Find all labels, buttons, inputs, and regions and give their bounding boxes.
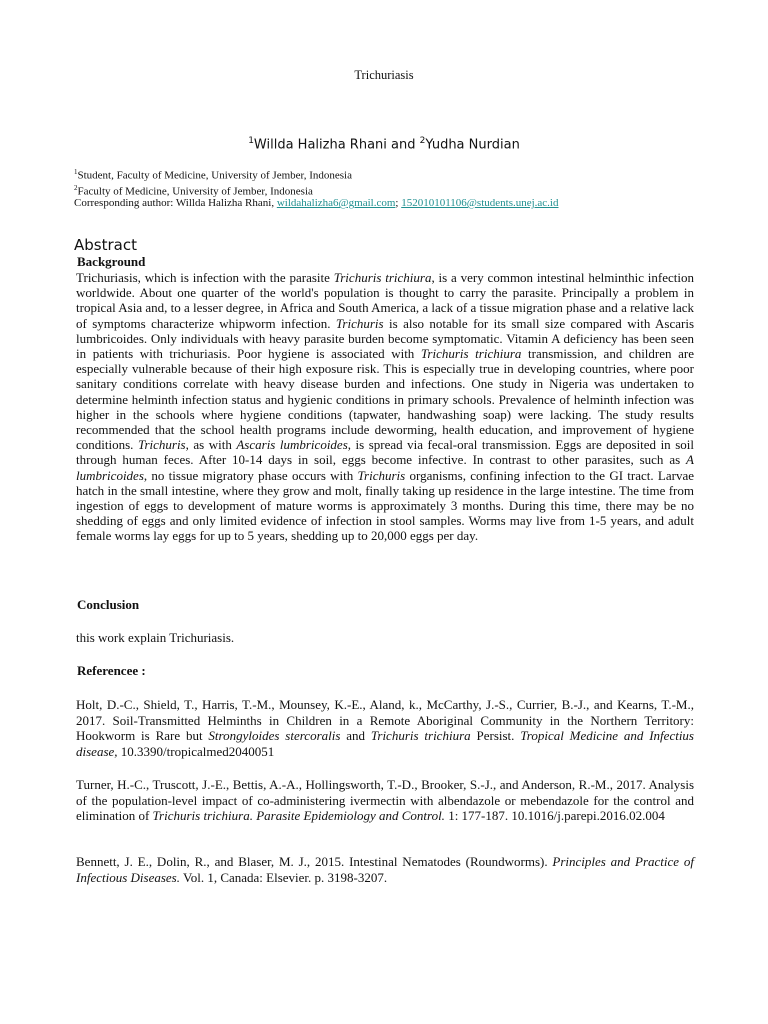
affiliation-2-superscript: 2 [74, 184, 78, 192]
affiliation-1-superscript: 1 [74, 168, 78, 176]
corresponding-label: Corresponding author: Willda Halizha Rhani, [74, 197, 277, 209]
corresponding-author [74, 196, 559, 210]
bg-text: , as with [185, 437, 237, 453]
conclusion-heading: Conclusion [77, 597, 140, 612]
reference-1 [76, 697, 694, 759]
ref-book-title: Principles and Practice of Infectious Diseases. [76, 854, 694, 885]
ref-text: Holt, D.-C., Shield, T., Harris, T.-M., Mounsey, K.-E., Aland, k., McCarthy, J.-S., Currier, B.-J., and Kearns, T.-M., 2017. Soil-Transmitted Helminths in Children in a Remote Aboriginal Community in the Northern Territory: Hookworm is Rare but [76, 697, 694, 744]
background-paragraph [76, 270, 694, 544]
bg-italic-term: Trichuris [335, 315, 384, 331]
affiliation-2-text: Faculty of Medicine, University of Jember, Indonesia [77, 185, 313, 198]
conclusion-text: this work explain Trichuriasis. [76, 630, 235, 645]
ref-italic: Trichuris trichiura [370, 728, 471, 744]
background-heading: Background [77, 254, 146, 269]
author2-name: Yudha Nurdian [425, 137, 520, 153]
bg-italic-term: Trichuris [137, 437, 186, 453]
bg-text: organisms, confining infection to the GI tract. Larvae hatch in the small intestine, where they grow and molt, finally taking up residence in the large intestine. The time from ingestion of eggs to development of mature worms is approximately 3 months. During this time, there may be no shedding of eggs and only limited evidence of infection in stool samples. Worms may live from 1-5 years, and adult female worms lay eggs for up to 5 years, shedding up to 20,000 eggs per day. [76, 467, 695, 544]
email-link-1[interactable]: wildahalizha6@gmail.com [276, 197, 396, 209]
bg-text: , no tissue migratory phase occurs with [143, 467, 358, 483]
ref-text: Turner, H.-C., Truscott, J.-E., Bettis, A.-A., Hollingsworth, T.-D., Brooker, S.-J., and Anderson, R.-M., 2017. Analysis of the population-level impact of co-administering ivermectin with albendazole or mebendazole for the control and elimination of [76, 777, 694, 824]
ref-journal: Trichuris trichiura. Parasite Epidemiology and Control. [152, 808, 445, 824]
ref-text: Bennett, J. E., Dolin, R., and Blaser, M. J., 2015. Intestinal Nematodes (Roundworms). [76, 854, 553, 869]
bg-italic-term: Trichuris [357, 467, 406, 483]
ref-text: Persist. [470, 728, 521, 744]
bg-text: , is spread via fecal-oral transmission. Eggs are deposited in soil through human feces. After 10-14 days in soil, eggs become infective. In contrast to other parasites, such as [76, 437, 694, 468]
abstract-heading: Abstract [74, 236, 137, 254]
reference-2 [76, 777, 694, 824]
bg-italic-term: Ascaris lumbricoides [236, 437, 348, 453]
author-conjunction: and [386, 137, 420, 153]
author1-superscript: 1 [248, 136, 254, 146]
author-line [0, 136, 768, 152]
ref-text: and [340, 728, 371, 744]
ref-journal: Tropical Medicine and Infectius disease, [76, 728, 694, 759]
bg-text: transmission, and children are especially vulnerable because of their high exposure risk. This is especially true in developing countries, where poor sanitary conditions correlate with heavy disease burden and infections. One study in Nigeria was undertaken to determine helminth infection status and hygienic conditions in primary schools. Prevalence of helminth infection was higher in the schools where hygiene conditions (tapwater, handwashing soap) were lacking. The study results recommended that the school health programs include deworming, health education, and improvement of hygiene conditions. [76, 346, 694, 453]
ref-text: Vol. 1, Canada: Elsevier. p. 3198-3207. [179, 869, 388, 885]
document-title: Trichuriasis [354, 68, 414, 82]
ref-italic: Strongyloides stercoralis [208, 728, 341, 744]
affiliation-1-text: Student, Faculty of Medicine, University of Jember, Indonesia [77, 169, 353, 182]
bg-text: Trichuriasis, which is infection with the parasite [76, 270, 334, 285]
bg-text: is also notable for its small size compared with Ascaris lumbricoides. Only individuals with heavy parasite burden become symptomatic. Vitamin A deficiency has been seen in patients with trichuriasis. Poor hygiene is associated with [76, 315, 694, 362]
ref-doi: 1: 177-187. 10.1016/j.parepi.2016.02.004 [444, 808, 665, 824]
ref-doi: 10.3390/tropicalmed2040051 [117, 743, 275, 759]
author2-superscript: 2 [419, 136, 426, 146]
bg-text: , is a very common intestinal helminthic infection worldwide. About one quarter of the world's population is thought to carry the parasite. Principally a problem in tropical Asia and, to a lesser degree, in Africa and South America, a lack of a tissue migration phase and a relative lack of symptoms characterize whipworm infection. [76, 270, 694, 331]
affiliation-1 [74, 165, 352, 183]
email-separator: ; [395, 197, 402, 209]
bg-italic-term: Trichuris trichiura [333, 270, 432, 285]
references-heading: Referencee : [77, 663, 146, 678]
email-link-2[interactable]: 152010101106@students.unej.ac.id [401, 197, 559, 209]
bg-italic-term: Trichuris trichiura [420, 346, 522, 362]
bg-italic-term: A lumbricoides [76, 452, 694, 483]
reference-3 [76, 854, 694, 885]
author1-name: Willda Halizha Rhani [253, 137, 387, 153]
